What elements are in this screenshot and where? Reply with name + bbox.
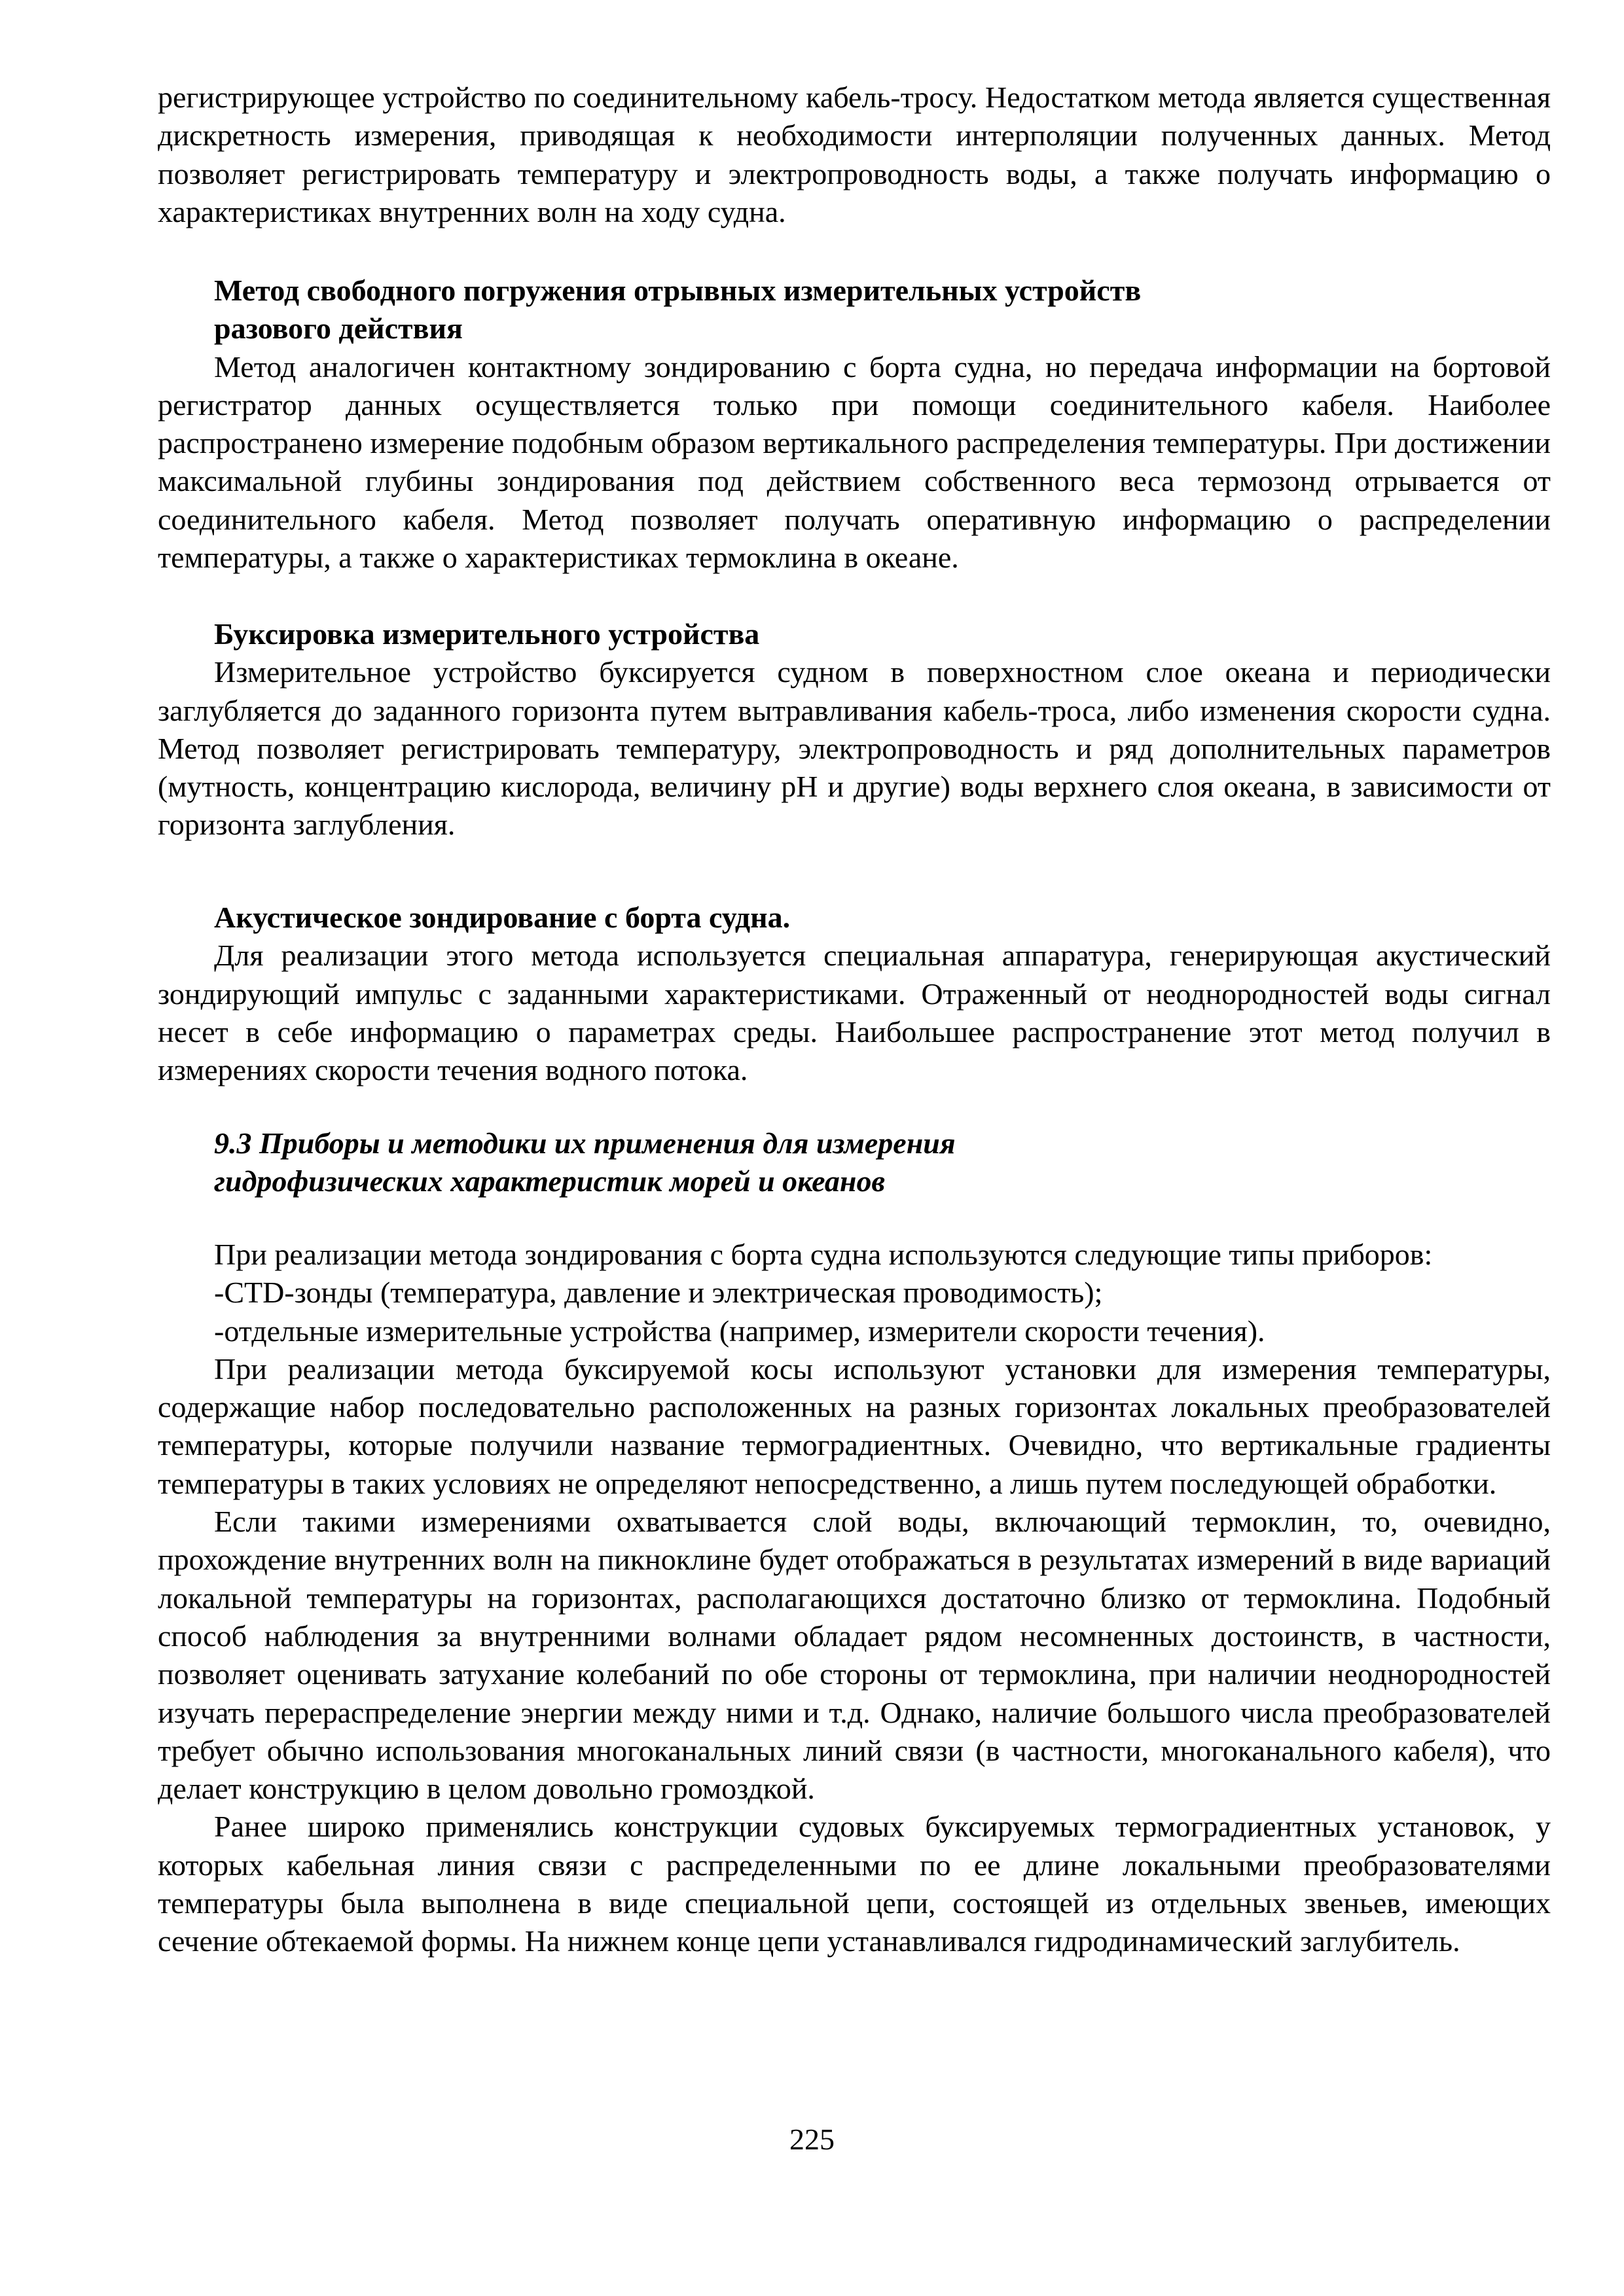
section-heading: Акустическое зондирование с борта судна. [214, 901, 791, 934]
section-heading-line: разового действия [214, 312, 463, 346]
section-heading [158, 1124, 1551, 1201]
body-paragraph: Ранее широко применялись конструкции судовых буксируемых термоградиентных установок, у которых кабельная линия связи с распределенными по ее длине локальными преобразователями температуры была выполнена в виде специальной цепи, состоящей из отдельных звеньев, имеющих сечение обтекаемой формы. На нижнем конце цепи устанавливался гидродинамический заглубитель. [158, 1810, 1551, 1958]
body-paragraph: При реализации метода буксируемой косы используют установки для измерения температуры, содержащие набор последовательно расположенных на разных горизонтах локальных преобразователей температуры, которые получили название термоградиентных. Очевидно, что вертикальные градиенты температуры в таких условиях не определяют непосредственно, а лишь путем последующей обработки. [158, 1352, 1551, 1500]
section-acoustic [158, 899, 1551, 1089]
page-number: 225 [789, 2123, 835, 2156]
section-body: Для реализации этого метода используется специальная аппаратура, генерирующая акустический зондирующий импульс с заданными характеристиками. Отраженный от неоднородностей воды сигнал несет в себе информацию о параметрах среды. Наибольшее распространение этот метод получил в измерениях скорости течения водного потока. [158, 939, 1551, 1087]
section-heading-line: Метод свободного погружения отрывных измерительных устройств [214, 274, 1142, 307]
list-item: -отдельные измерительные устройства (например, измерители скорости течения). [214, 1314, 1265, 1348]
section-heading: Буксировка измерительного устройства [214, 617, 760, 651]
section-heading-line: 9.3 Приборы и методики их применения для измерения [214, 1126, 956, 1160]
section-9-3-heading-block [158, 1124, 1551, 1201]
intro-paragraph: регистрирующее устройство по соединительному кабель-тросу. Недостатком метода является существенная дискретность измерения, приводящая к необходимости интерполяции полученных данных. Метод позволяет регистрировать температуру и электропроводность воды, а также получать информацию о характеристиках внутренних волн на ходу судна. [158, 81, 1551, 228]
section-heading [158, 272, 1551, 348]
section-body: Метод аналогичен контактному зондированию с борта судна, но передача информации на бортовой регистратор данных осуществляется только при помощи соединительного кабеля. Наиболее распространено измерение подобным образом вертикального распределения температуры. При достижении максимальной глубины зондирования под действием собственного веса термозонд отрывается от соединительного кабеля. Метод позволяет получать оперативную информацию о распределении температуры, а также о характеристиках термоклина в океане. [158, 350, 1551, 575]
section-free-fall [158, 272, 1551, 577]
section-9-3-body [158, 1236, 1551, 1961]
intro-block [158, 79, 1551, 231]
body-paragraph: При реализации метода зондирования с борта судна используются следующие типы приборов: [214, 1238, 1433, 1271]
list-item: -CTD-зонды (температура, давление и электрическая проводимость); [214, 1276, 1103, 1310]
section-towing [158, 615, 1551, 844]
section-heading-line: гидрофизических характеристик морей и океанов [214, 1164, 886, 1198]
section-body: Измерительное устройство буксируется судном в поверхностном слое океана и периодически заглубляется до заданного горизонта путем вытравливания кабель-троса, либо изменения скорости судна. Метод позволяет регистрировать температуру, электропроводность и ряд дополнительных параметров (мутность, концентрацию кислорода, величину pH и другие) воды верхнего слоя океана, в зависимости от горизонта заглубления. [158, 655, 1551, 842]
body-paragraph: Если такими измерениями охватывается слой воды, включающий термоклин, то, очевидно, прохождение внутренних волн на пикноклине будет отображаться в результатах измерений в виде вариаций локальной температуры на горизонтах, располагающихся достаточно близко от термоклина. Подобный способ наблюдения за внутренними волнами обладает рядом несомненных достоинств, в частности, позволяет оценивать затухание колебаний по обе стороны от термоклина, при наличии неоднородностей изучать перераспределение энергии между ними и т.д. Однако, наличие большого числа преобразователей требует обычно использования многоканальных линий связи (в частности, многоканального кабеля), что делает конструкцию в целом довольно громоздкой. [158, 1505, 1551, 1806]
